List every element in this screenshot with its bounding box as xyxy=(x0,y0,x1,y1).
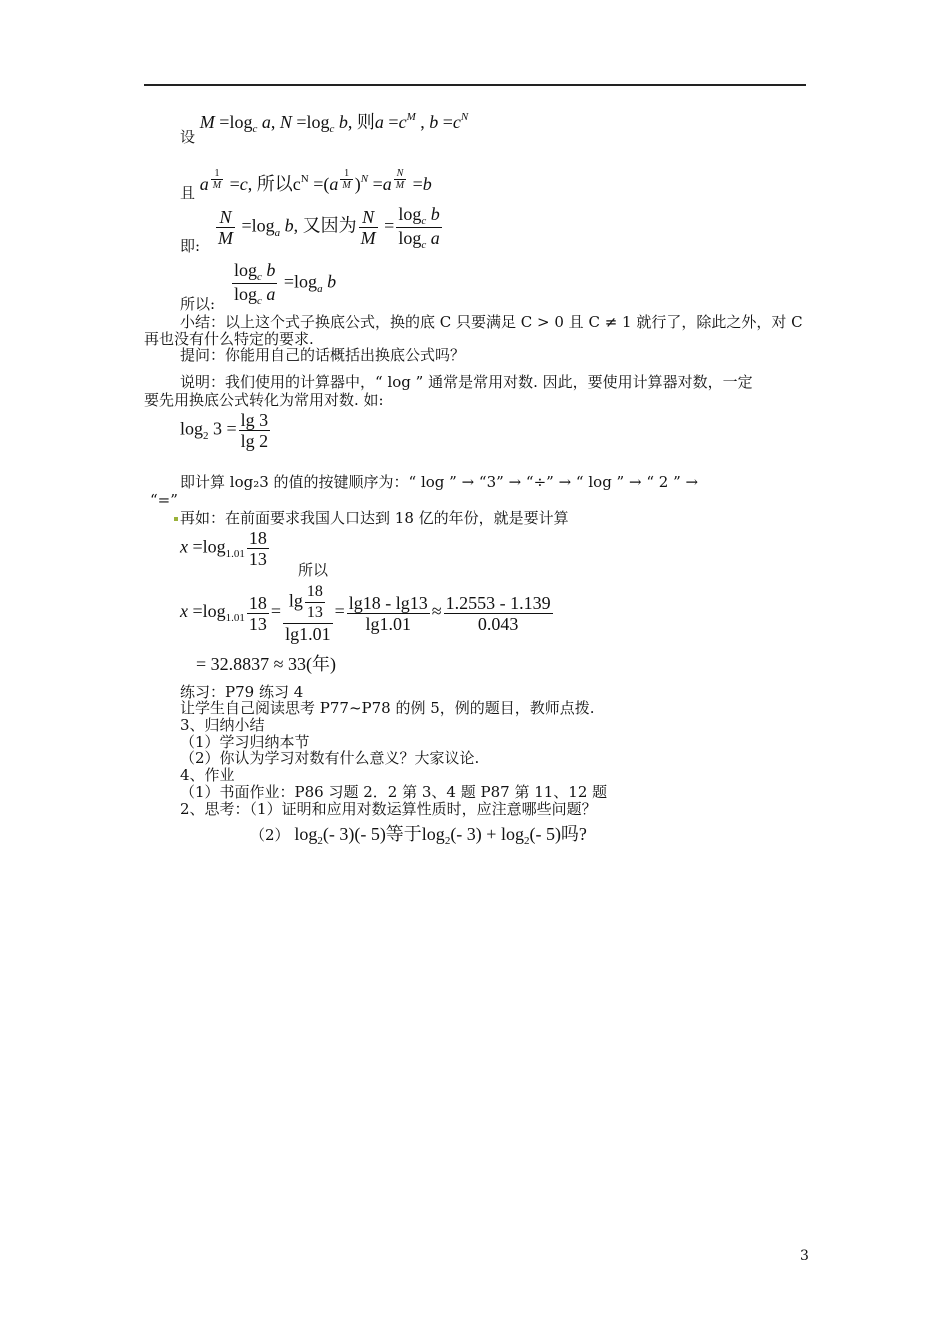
line-namely xyxy=(180,238,200,255)
practice: 练习：P79 练习 4 xyxy=(180,683,304,701)
line4-math: $\frac{\log_c b}{\log_c a}$ $=\log_a$ b xyxy=(234,260,337,307)
header-rule xyxy=(144,84,806,86)
item3-math: $\log_2(-$ 3)(- 5)等于$\log_2(-$ $3) + \log_2(-$ 5)吗? xyxy=(294,824,587,847)
section-4: 4、作业 xyxy=(180,766,235,784)
section-4-item1: （1）书面作业：P86 习题 2．2 第 3、4 题 P87 第 11、12 题 xyxy=(180,783,608,801)
suoyi: 所以 xyxy=(298,561,329,579)
section-3-item2: （2）你认为学习对数有什么意义？大家议论. xyxy=(180,749,480,767)
line3-label: 即: xyxy=(180,237,201,255)
section-4-item3 xyxy=(250,826,587,846)
calc-x-math: $x =\log_{1.01}$ $\frac{18}{13}$ xyxy=(180,528,267,569)
line3-math: $\frac{N}{M}$ $=\log_a$ b, 又因为 $\frac{N}{M}$ = $\frac{\log_c b}{\log_c a}$ xyxy=(218,204,440,251)
item3-label: （2） xyxy=(250,826,290,844)
note-line1: 说明：我们使用的计算器中，“ log ” 通常是常用对数. 因此，要使用计算器对数，一定 xyxy=(180,373,753,391)
section-4-item2: 2、思考：（1）证明和应用对数运算性质时，应注意哪些问题？ xyxy=(180,800,597,818)
page-number: 3 xyxy=(800,1248,809,1264)
calc-result: = 32.8837 ≈ 33(年) xyxy=(196,654,337,674)
line4-label: 所以: xyxy=(180,295,216,313)
line1-math: $M =\log_c$ a, $N =\log_c$ b, 则$a =c^M$ , $b =c^N$ xyxy=(199,111,469,135)
keys-line1: 即计算 log₂3 的值的按键顺序为：“ log ” → “3” → “÷” → “ log ” → “ 2 ” → xyxy=(180,473,699,491)
question: 提问：你能用自己的话概括出换底公式吗？ xyxy=(180,346,466,364)
again-text: 再如：在前面要求我国人口达到 18 亿的年份，就是要计算 xyxy=(180,509,569,527)
again-line xyxy=(174,510,569,527)
calc-full-math: $x =\log_{1.01}$ $\frac{18}{13}$ = lg $\frac{18}{13}$ lg1.01 = $\frac{\lg 18 - \lg 13}{\lg 1.01}$ ≈ $\frac{1.2553 - 1.139}{0.043}$ xyxy=(180,583,551,644)
keys-line2: “=” xyxy=(150,491,178,509)
bullet-dot xyxy=(174,517,178,521)
section-3-item1: （1）学习归纳本节 xyxy=(180,733,310,751)
line2-label: 且 xyxy=(180,184,196,203)
example1-math: $\log_2 3$ = $\frac{\lg 3}{\lg 2}$ xyxy=(180,410,269,451)
line2-math: a $^{\frac{1}{M}}$ =c, 所以$c^N =(a$ $^{\frac{1}{M}}$ )$^N$ =a $^{\frac{N}{M}}$ =b xyxy=(199,168,432,195)
line1-label: 设 xyxy=(180,128,196,146)
note-line2: 要先用换底公式转化为常用对数. 如: xyxy=(144,391,384,409)
section-3: 3、归纳小结 xyxy=(180,716,265,734)
summary-line2: 再也没有什么特定的要求. xyxy=(144,330,314,348)
summary-line1: 小结：以上这个式子换底公式，换的底 C 只要满足 C > 0 且 C ≠ 1 就行了，除此之外，对 C xyxy=(180,313,803,331)
line-set xyxy=(180,111,469,148)
reading: 让学生自己阅读思考 P77~P78 的例 5，例的题目，教师点拨. xyxy=(180,699,595,717)
